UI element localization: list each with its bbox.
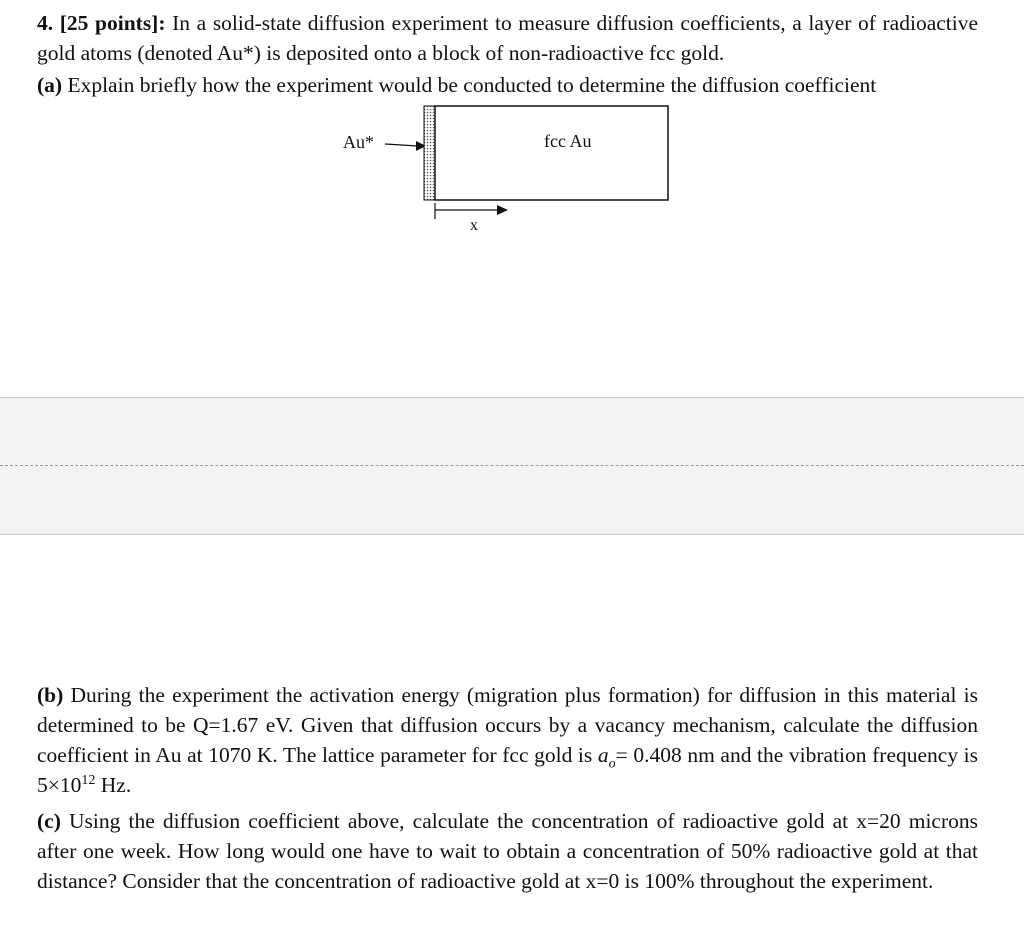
dashed-divider: [0, 465, 1024, 466]
frequency-exponent: 12: [81, 772, 96, 788]
part-c-text: Using the diffusion coefficient above, calculate the concentration of radioactive gold at x=20 microns after one week. How long would one have to wait to obtain a concentration of 50% radioactive gold at that distance? Consider that the concentration of radioactive gold at x=0 is 100% throughout the experiment.: [37, 809, 979, 893]
question-number: 4.: [37, 11, 54, 35]
fcc-au-label: fcc Au: [544, 131, 592, 151]
part-b: [37, 680, 978, 800]
part-c: [37, 806, 978, 896]
x-axis-arrowhead: [497, 205, 508, 215]
question-intro-text: In a solid-state diffusion experiment to measure diffusion coefficients, a layer of radioactive gold atoms (denoted Au*) is deposited onto a block of non-radioactive fcc gold.: [37, 11, 979, 65]
question-points: [25 points]:: [59, 11, 166, 35]
lattice-parameter-symbol: $a_o$: [597, 743, 616, 772]
part-b-text-1: During the experiment the activation energy (migration plus formation) for diffusion in this material is determined to be Q=1.67 eV. Given that diffusion occurs by a vacancy mechanism, calculate the diffusion coefficient in Au at 1070 K. The lattice parameter for fcc gold is: [37, 683, 978, 767]
lattice-parameter-value: = 0.408: [615, 743, 682, 767]
au-star-label: Au*: [343, 132, 374, 152]
diffusion-diagram: [0, 0, 1024, 260]
part-b-text-3: Hz.: [100, 773, 132, 797]
fcc-gold-block: [435, 106, 668, 200]
part-b-label: (b): [37, 683, 64, 707]
part-a-label: (a): [37, 73, 63, 97]
part-b-text-2: nm and the vibration frequency is 5×10: [37, 743, 979, 797]
answer-separator-band: [0, 397, 1024, 535]
part-a-text: Explain briefly how the experiment would be conducted to determine the diffusion coefficient: [67, 73, 877, 97]
x-axis-label: x: [470, 217, 478, 234]
radioactive-layer: [424, 106, 435, 200]
au-star-pointer-line: [385, 144, 418, 146]
part-c-label: (c): [37, 809, 61, 833]
